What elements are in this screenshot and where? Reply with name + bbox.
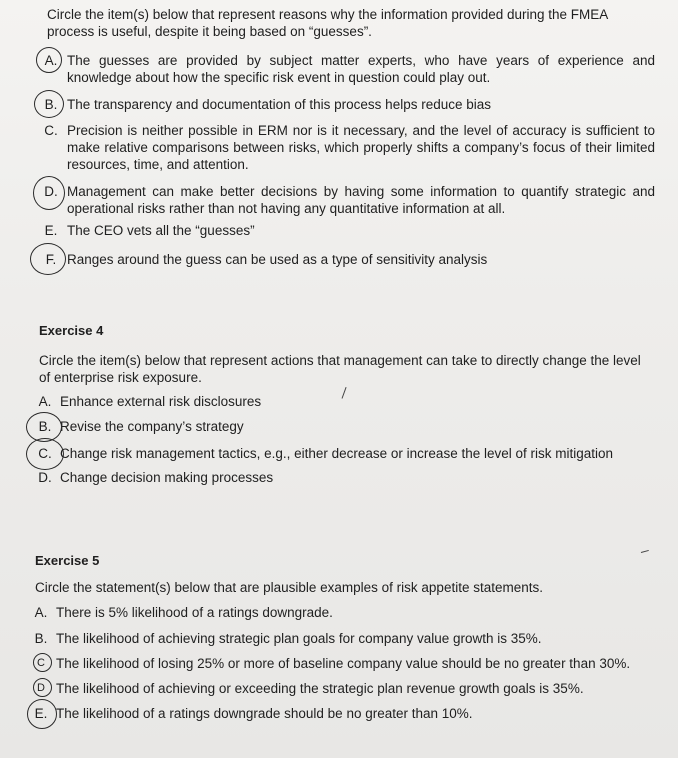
ex5-item-a-text: There is 5% likelihood of a ratings downgrade. (56, 605, 333, 620)
ex5-item-c-letter: C (37, 657, 45, 669)
ex4-item-b-text: Revise the company’s strategy (60, 419, 244, 434)
ex5-item-e-text: The likelihood of a ratings downgrade should be no greater than 10%. (56, 706, 473, 721)
ex5-item-d-letter: D (37, 682, 45, 694)
ex5-item-e-letter: E. (34, 706, 48, 721)
ex4-item-a-letter: A. (38, 394, 52, 409)
q3-item-e-text: The CEO vets all the “guesses” (67, 223, 255, 238)
ex5-item-d-text: The likelihood of achieving or exceeding the strategic plan revenue growth goals is 35%. (56, 681, 584, 696)
q3-item-e-letter: E. (44, 223, 58, 238)
ex4-item-d-letter: D. (38, 470, 52, 485)
ex5-item-c-text: The likelihood of losing 25% or more of baseline company value should be no greater than 30%. (56, 656, 631, 671)
q3-item-a-letter: A. (44, 53, 58, 68)
q3-item-c-letter: C. (44, 123, 58, 138)
q3-prompt: Circle the item(s) below that represent reasons why the information provided during the FMEA process is useful, despite it being based on “guesses”. (47, 7, 608, 39)
q3-item-f-text: Ranges around the guess can be used as a type of sensitivity analysis (67, 252, 488, 267)
q3-item-a-text: The guesses are provided by subject matter experts, who have years of experience and knowledge about how the specific risk event in question could play out. (67, 53, 655, 85)
ex5-item-b-text: The likelihood of achieving strategic plan goals for company value growth is 35%. (56, 631, 542, 646)
ex4-item-d-text: Change decision making processes (60, 470, 274, 485)
ex4-item-b-letter: B. (38, 419, 52, 434)
ex4-item-c-letter: C. (38, 446, 52, 461)
ex5-item-a-letter: A. (34, 605, 48, 620)
q3-item-f-letter: F. (45, 252, 57, 267)
q3-item-d-text: Management can make better decisions by having some information to quantify strategic and operational risks rather than not having any quantitative information at all. (67, 184, 655, 216)
stray-pen-mark-dash (641, 550, 649, 553)
exercise-4-heading: Exercise 4 (39, 323, 104, 338)
exercise-5-heading: Exercise 5 (35, 553, 100, 568)
q3-item-d-letter: D. (44, 184, 58, 199)
exercise-4-prompt: Circle the item(s) below that represent actions that management can take to directly change the level of enterprise risk exposure. (39, 353, 641, 385)
q3-item-c-text: Precision is neither possible in ERM nor is it necessary, and the level of accuracy is sufficient to make relative comparisons between risks, which properly shifts a company’s focus of their limited resources, time, and attention. (67, 123, 655, 172)
ex4-item-a-text: Enhance external risk disclosures (60, 394, 262, 409)
q3-item-b-letter: B. (44, 97, 58, 112)
q3-item-b-text: The transparency and documentation of this process helps reduce bias (67, 97, 491, 112)
ex4-item-c-text: Change risk management tactics, e.g., either decrease or increase the level of risk mitigation (60, 446, 614, 461)
ex5-item-b-letter: B. (34, 631, 48, 646)
exercise-5-prompt: Circle the statement(s) below that are plausible examples of risk appetite statements. (35, 580, 543, 595)
